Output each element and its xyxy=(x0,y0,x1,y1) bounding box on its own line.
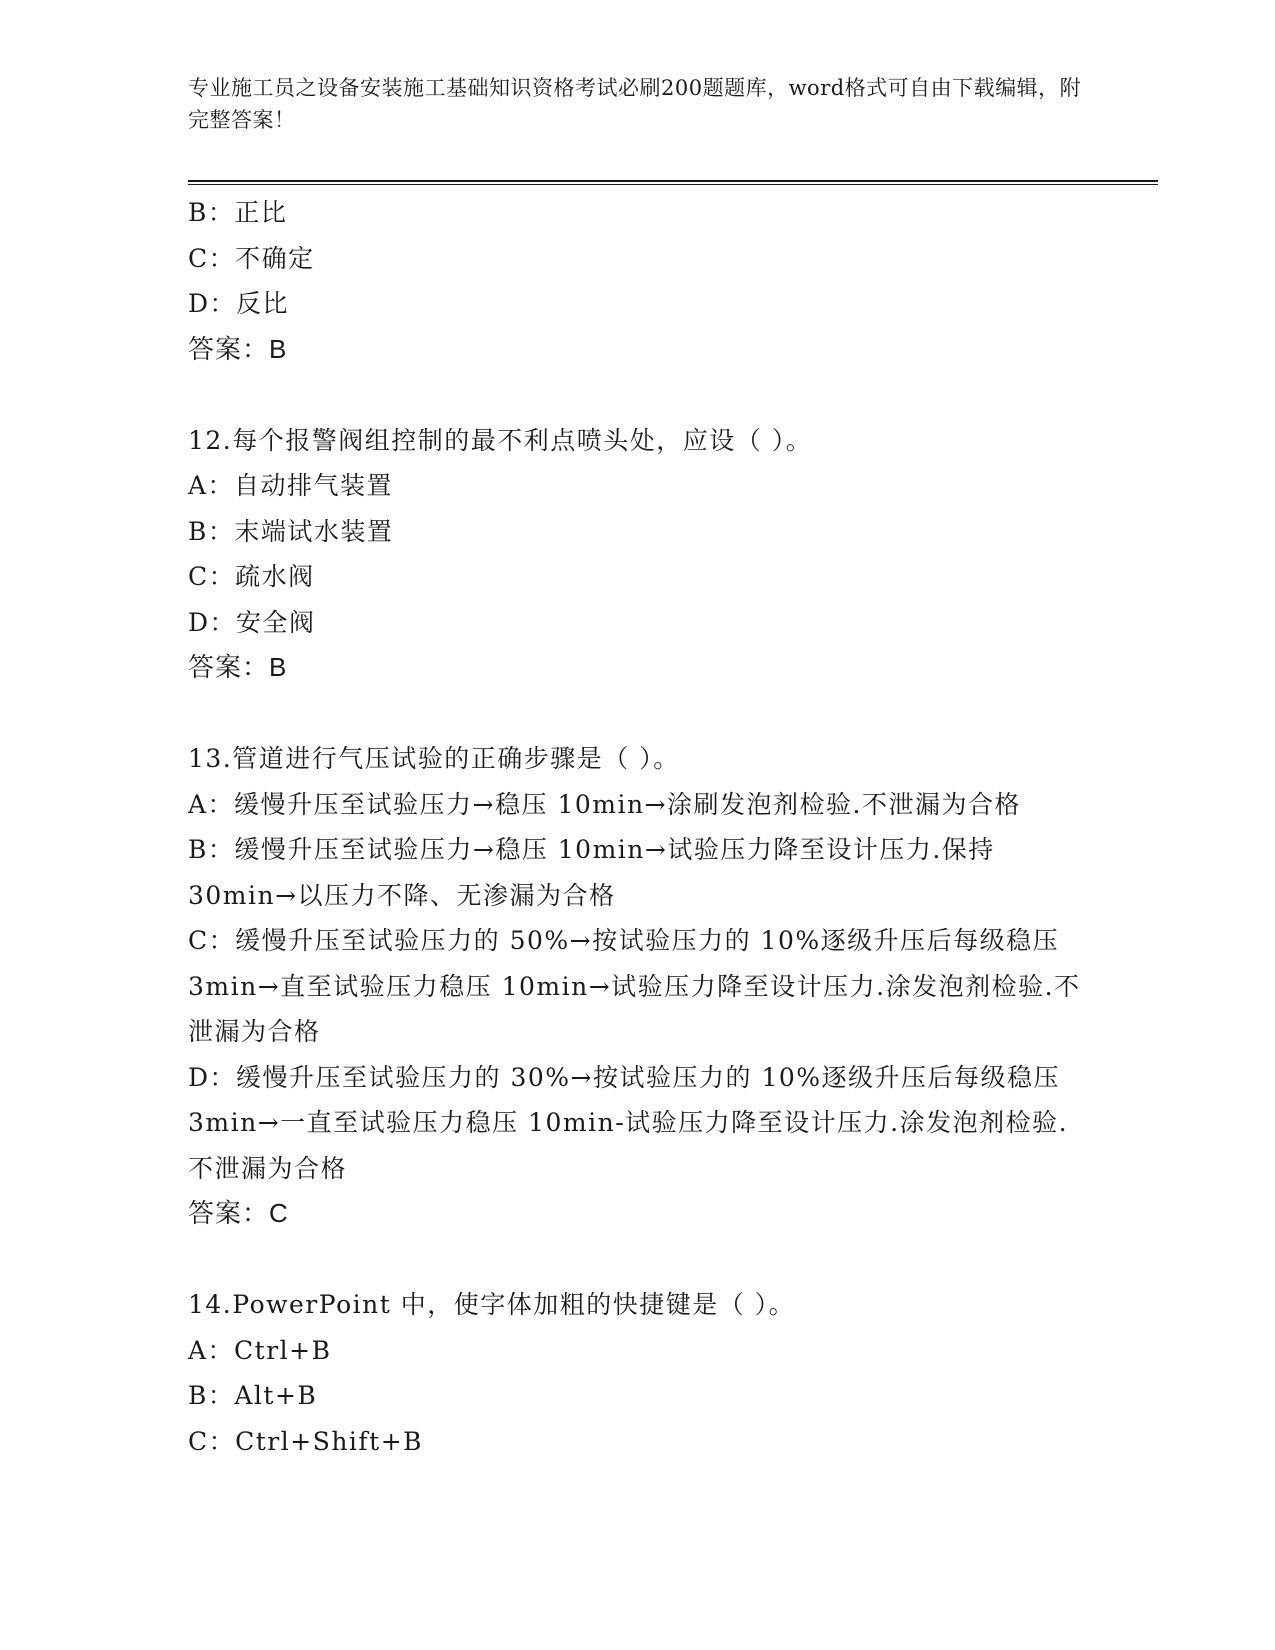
question-12 xyxy=(188,418,1088,691)
question-stem: 14.PowerPoint 中，使字体加粗的快捷键是（ ）。 xyxy=(188,1290,796,1319)
option-a: A：缓慢升压至试验压力→稳压 10min→涂刷发泡剂检验.不泄漏为合格 xyxy=(188,789,1021,819)
option-b: B：缓慢升压至试验压力→稳压 10min→试验压力降至设计压力.保持 30min→以压力不降、无渗漏为合格 xyxy=(188,835,995,910)
option-d: D：安全阀 xyxy=(188,607,316,637)
option-a: A：Ctrl+B xyxy=(188,1335,332,1365)
question-stem: 12.每个报警阀组控制的最不利点喷头处，应设（ ）。 xyxy=(188,425,813,455)
option-d: D：反比 xyxy=(188,289,290,318)
option-b: B：正比 xyxy=(188,198,288,227)
answer-line: 答案：B xyxy=(188,652,288,682)
option-c: C：不确定 xyxy=(188,243,315,273)
spacer xyxy=(188,691,1088,737)
option-b: B：Alt+B xyxy=(188,1381,318,1410)
question-14 xyxy=(188,1282,1088,1464)
option-b: B：末端试水装置 xyxy=(188,516,394,546)
document-body xyxy=(188,190,1088,1464)
spacer xyxy=(188,372,1088,418)
question-13 xyxy=(188,736,1088,1237)
question-stem: 13.管道进行气压试验的正确步骤是（ ）。 xyxy=(188,744,680,773)
header-divider-thick xyxy=(188,180,1158,182)
option-c: C：疏水阀 xyxy=(188,562,315,591)
option-a: A：自动排气装置 xyxy=(188,471,394,500)
header-divider-thin xyxy=(188,184,1158,185)
answer-line: 答案：C xyxy=(188,1198,289,1228)
question-11 xyxy=(188,190,1088,372)
answer-line: 答案：B xyxy=(188,333,288,364)
option-c: C：缓慢升压至试验压力的 50%→按试验压力的 10%逐级升压后每级稳压 3min→直至试验压力稳压 10min→试验压力降至设计压力.涂发泡剂检验.不泄漏为合格 xyxy=(188,926,1081,1046)
spacer xyxy=(188,1237,1088,1283)
option-c: C：Ctrl+Shift+B xyxy=(188,1426,424,1456)
option-d: D：缓慢升压至试验压力的 30%→按试验压力的 10%逐级升压后每级稳压 3min→一直至试验压力稳压 10min-试验压力降至设计压力.涂发泡剂检验.不泄漏为合格 xyxy=(188,1062,1069,1183)
document-header: 专业施工员之设备安装施工基础知识资格考试必刷200题题库，word格式可自由下载编辑，附完整答案！ xyxy=(188,76,1082,132)
